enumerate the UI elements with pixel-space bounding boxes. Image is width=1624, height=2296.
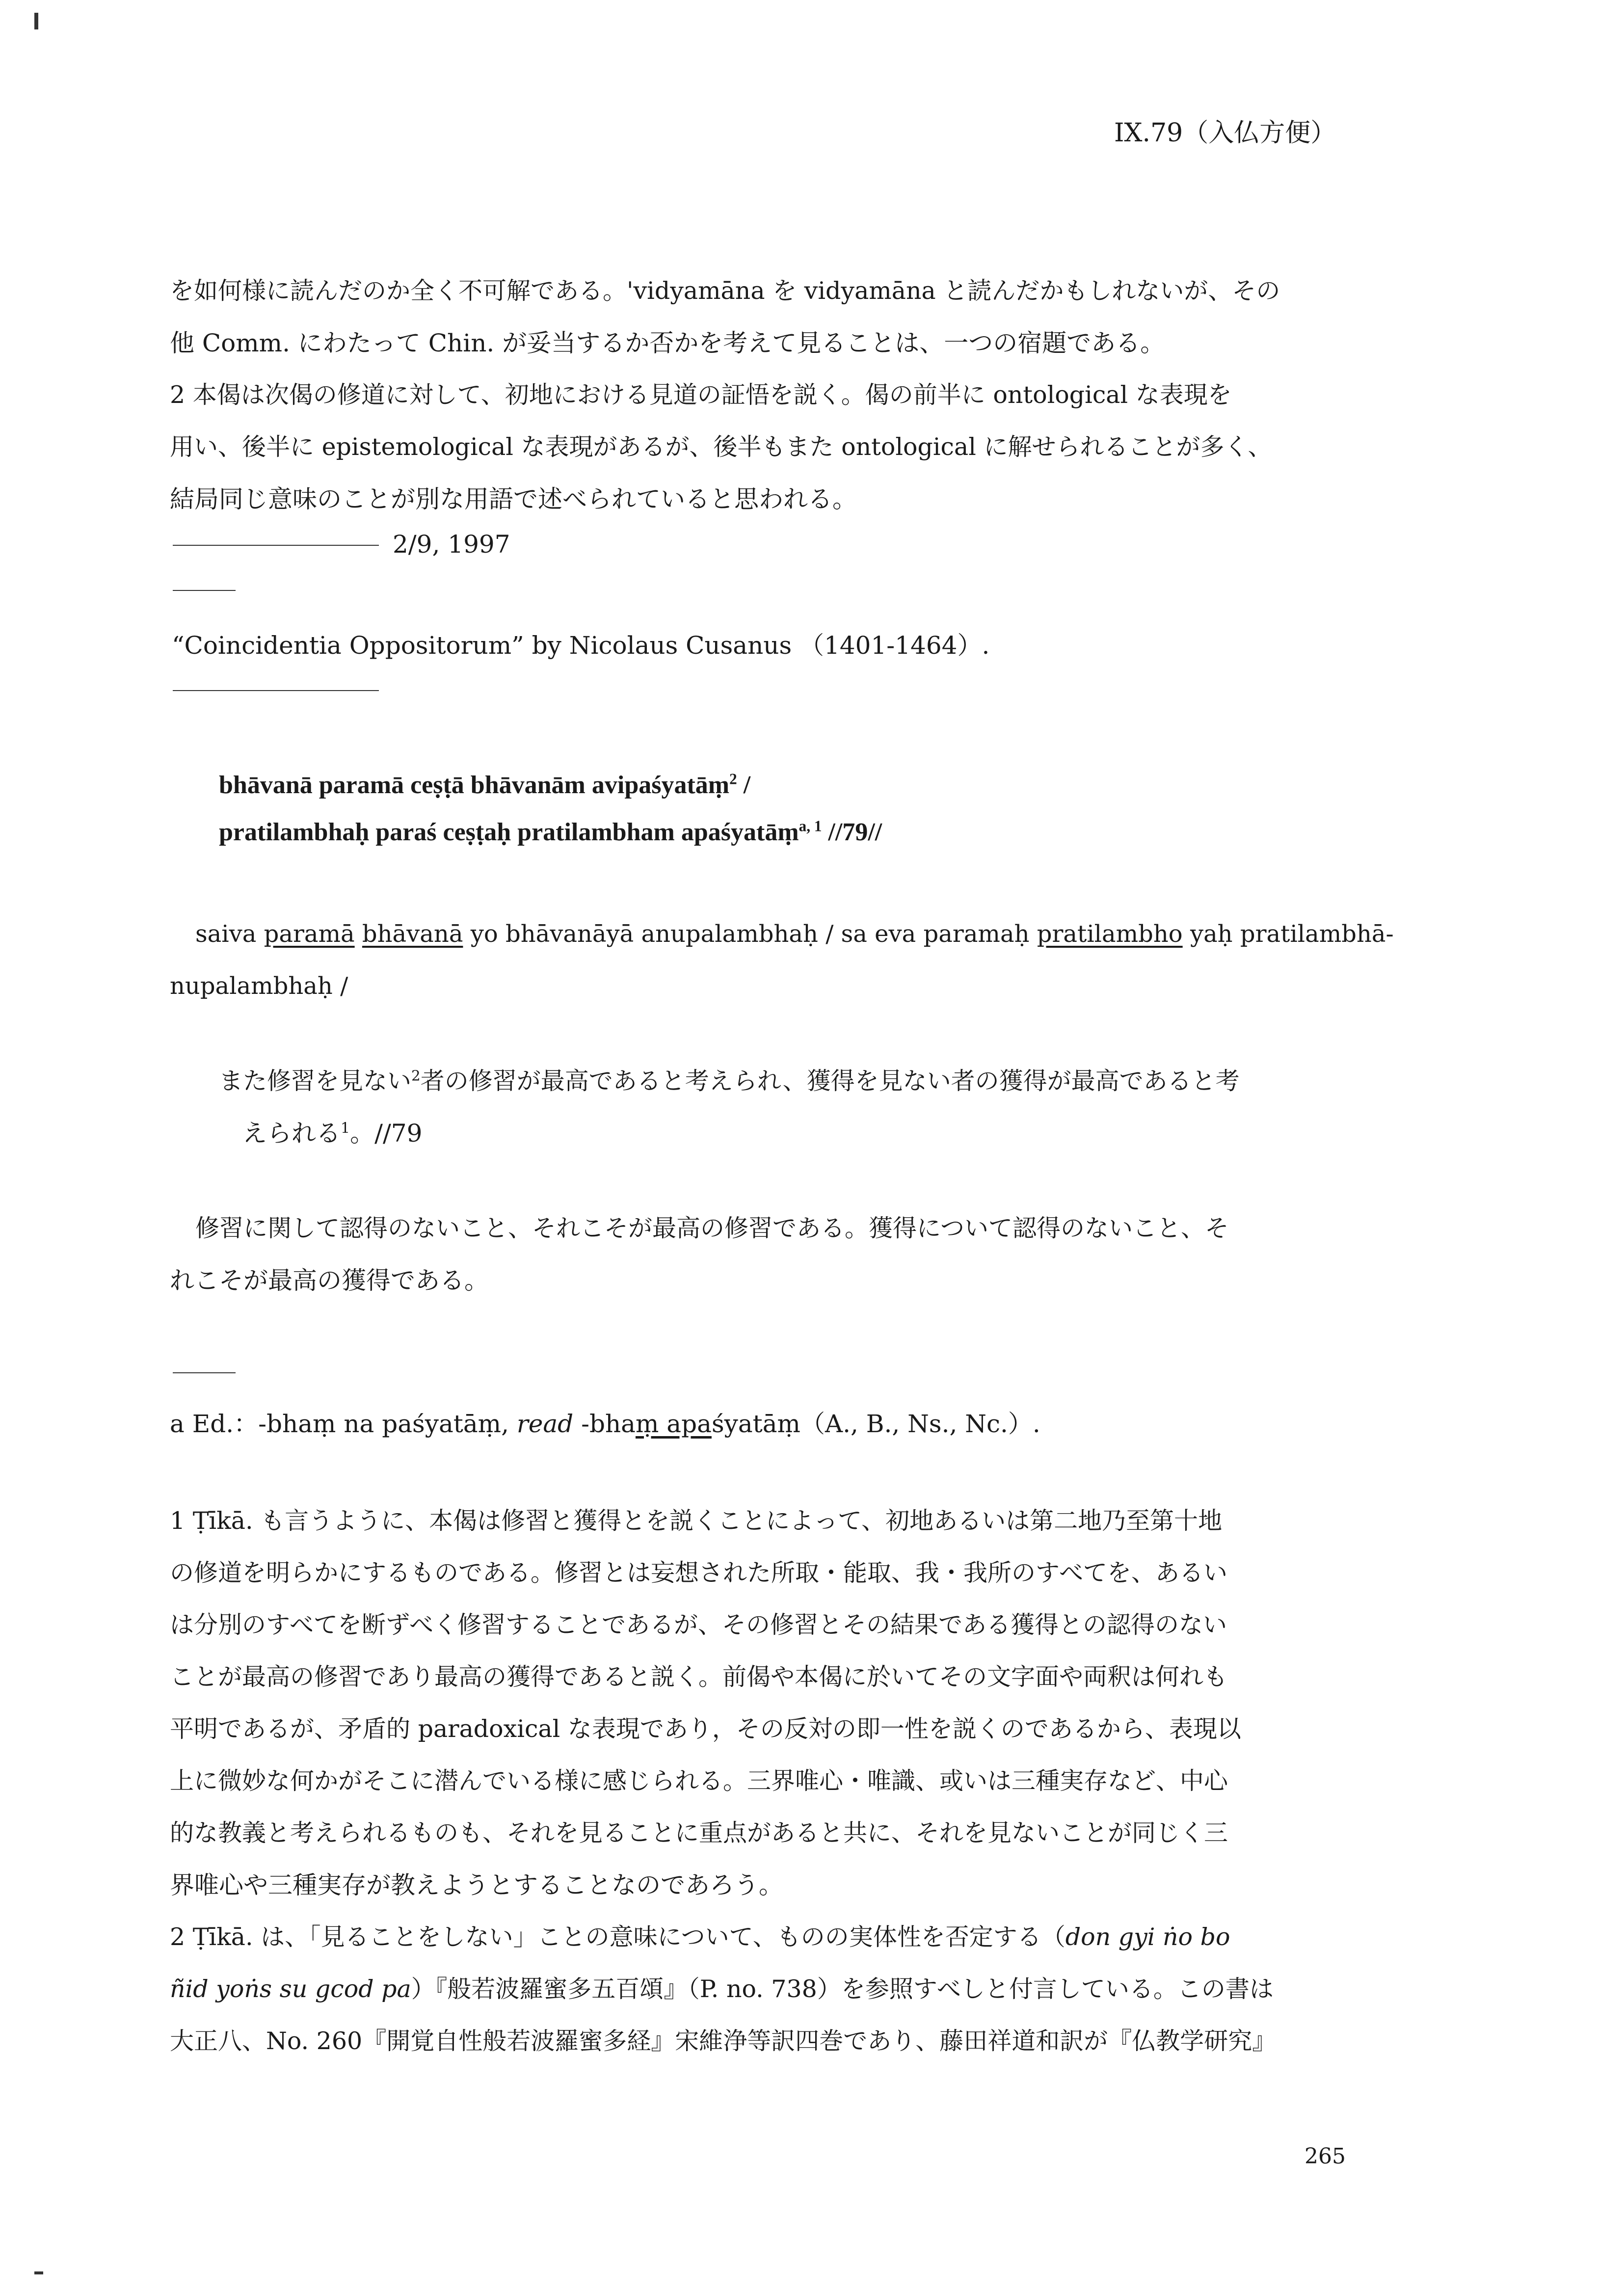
note-line: 用い、後半に epistemological な表現があるが、後半もまた ontological に解せられることが多く、: [170, 433, 1272, 461]
verse-line-1: [219, 771, 750, 800]
commentary-line-2: nupalambhaḥ /: [170, 972, 348, 1000]
footnote-2-line: [170, 1968, 1274, 2010]
note-line: 結局同じ意味のことが別な用語で述べられていると思われる。: [170, 485, 857, 513]
short-rule: [173, 590, 236, 591]
verse-line-2: [219, 818, 882, 847]
date-stamp: 2/9, 1997: [393, 530, 510, 559]
translation-text: えられる: [242, 1119, 341, 1148]
running-head: IX.79（入仏方便）: [1114, 118, 1336, 148]
footnote-2-line: [170, 1916, 1230, 1958]
footnote-read-word: read: [516, 1410, 574, 1438]
translation-text: 者の修習が最高であると考えられ、獲得を見ない者の獲得が最高であると考: [420, 1067, 1240, 1095]
commentary-text: yaḥ pratilambhā-: [1182, 920, 1394, 948]
footnote-text: ）『般若波羅蜜多五百頌』（P. no. 738）を参照すべしと付言している。この書は: [411, 1975, 1274, 2003]
footnote-1-line: 的な教義と考えられるものも、それを見ることに重点があると共に、それを見ないことが同じく三: [170, 1819, 1228, 1847]
scan-corner-mark-top: [34, 13, 38, 29]
footnote-1-line: 1 Ṭīkā. も言うように、本偈は修習と獲得とを説くことによって、初地あるいは第二地乃至第十地: [170, 1507, 1223, 1535]
explanation-line-1: 修習に関して認得のないこと、それこそが最高の修習である。獲得について認得のないこと、そ: [195, 1214, 1229, 1242]
footnote-1-line: 界唯心や三種実存が教えようとすることなのであろう。: [170, 1871, 783, 1899]
explanation-line-2: れこそが最高の獲得である。: [170, 1266, 489, 1295]
footnote-separator: [173, 1372, 236, 1373]
footnote-1-line: 上に微妙な何かがそこに潜んでいる様に感じられる。三界唯心・唯識、或いは三種実存など、中心: [170, 1767, 1228, 1795]
translation-text: また修習を見ない: [219, 1067, 412, 1095]
footnote-1-line: の修道を明らかにするものである。修習とは妄想された所取・能取、我・我所のすべてを、あるい: [170, 1559, 1228, 1587]
verse-text: bhāvanā paramā ceṣṭā bhāvanām avipaśyatāṃ: [219, 771, 730, 799]
note-line: 他 Comm. にわたって Chin. が妥当するか否かを考えて見ることは、一つの宿題である。: [170, 329, 1165, 357]
underlined-term: paramā: [264, 920, 355, 948]
underlined-term: ṃ apa: [636, 1410, 712, 1438]
commentary-text: yo bhāvanāyā anupalambhaḥ / sa eva paramaḥ: [463, 920, 1037, 948]
underlined-term: bhāvanā: [362, 920, 463, 948]
footnote-1-line: 平明であるが、矛盾的 paradoxical な表現であり，その反対の即一性を説くのであるから、表現以: [170, 1715, 1241, 1743]
verse-text: pratilambhaḥ paraś ceṣṭaḥ pratilambham apaśyatāṃ: [219, 818, 799, 846]
note-line: 2 本偈は次偈の修道に対して、初地における見道の証悟を説く。偈の前半に ontological な表現を: [170, 381, 1232, 409]
footnote-ref: 2: [729, 770, 737, 788]
underlined-term: pratilambho: [1037, 920, 1183, 948]
footnote-text: -bha: [573, 1410, 636, 1438]
footnote-ref: 2: [411, 1067, 421, 1084]
verse-end-marker: /: [737, 771, 751, 799]
commentary-text: [355, 920, 362, 948]
footnote-text: śyatāṃ（A., B., Ns., Nc.）.: [711, 1410, 1040, 1438]
page-number: 265: [1305, 2144, 1346, 2169]
date-rule: [173, 545, 379, 546]
footnote-1-line: ことが最高の修習であり最高の獲得であると説く。前偈や本偈に於いてその文字面や両釈は何れも: [170, 1663, 1228, 1691]
commentary-text: saiva: [195, 920, 264, 948]
translation-text: 。//79: [350, 1119, 423, 1148]
tibetan-title: ñid yoṅs su gcod pa: [170, 1975, 411, 2003]
commentary-line-1: [195, 913, 1394, 955]
footnote-2-line: 大正八、No. 260『開覚自性般若波羅蜜多経』宋維浄等訳四巻であり、藤田祥道和訳が『仏教学研究』: [170, 2027, 1277, 2055]
footnote-a: [170, 1403, 1040, 1445]
separator-rule: [173, 690, 379, 691]
scan-corner-mark-bottom: [34, 2271, 43, 2274]
note-line: を如何様に読んだのか全く不可解である。'vidyamāna を vidyamāna と読んだかもしれないが、その: [170, 277, 1280, 305]
footnote-ref: 1: [341, 1120, 350, 1137]
verse-end-marker: //79//: [822, 818, 882, 846]
footnote-ref: a, 1: [799, 817, 822, 835]
cusanus-quote: “Coincidentia Oppositorum” by Nicolaus Cusanus （1401-1464）.: [172, 631, 990, 660]
tibetan-title: don gyi ṅo bo: [1065, 1923, 1230, 1951]
footnote-text: a Ed.：-bhaṃ na paśyatāṃ,: [170, 1410, 517, 1438]
footnote-1-line: は分別のすべてを断ずべく修習することであるが、その修習とその結果である獲得との認得のない: [170, 1611, 1227, 1639]
footnote-text: 2 Ṭīkā. は、「見ることをしない」ことの意味について、ものの実体性を否定する（: [170, 1923, 1065, 1951]
translation-line-2: [242, 1112, 422, 1154]
translation-line-1: [219, 1060, 1240, 1102]
